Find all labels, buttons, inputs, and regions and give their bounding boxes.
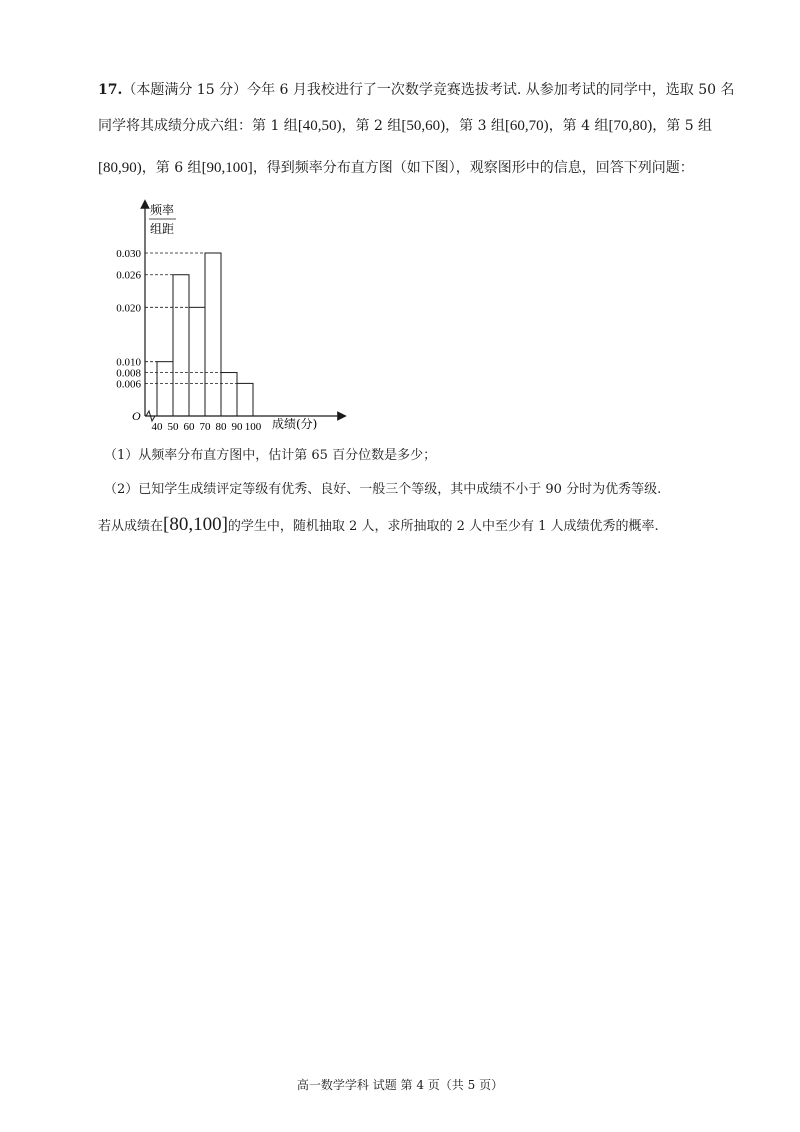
text-segment: ，第 3 组 — [445, 118, 505, 134]
page-footer: 高一数学学科 试题 第 4 页（共 5 页） — [296, 1078, 504, 1092]
x-tick-label: 70 — [199, 421, 211, 433]
histogram-bar — [173, 275, 189, 416]
text-segment: 的学生中，随机抽取 2 人，求所抽取的 2 人中至少有 1 人成绩优秀的概率. — [227, 519, 659, 534]
text-segment: ，得到频率分布直方图（如下图），观察图形中的信息，回答下列问题： — [252, 160, 694, 176]
x-axis-label: 成绩(分) — [272, 417, 318, 431]
frequency-histogram — [90, 198, 370, 438]
text-segment: 若从成绩在 — [98, 519, 164, 534]
interval-6: [90,100] — [201, 160, 253, 176]
x-tick-label: 60 — [183, 421, 195, 433]
text-segment: ，第 2 组 — [341, 118, 402, 134]
origin-label: O — [132, 409, 141, 423]
question-1: （1）从频率分布直方图中，估计第 65 百分位数是多少； — [104, 448, 437, 463]
x-tick-label: 40 — [151, 421, 163, 433]
question-2-continued — [98, 515, 659, 537]
x-tick-label: 100 — [244, 421, 262, 433]
y-tick-label: 0.006 — [116, 378, 141, 391]
problem-number: 17. — [98, 82, 123, 98]
x-tick-label: 90 — [231, 421, 243, 433]
interval-1: [40,50) — [297, 118, 342, 134]
problem-line-1 — [98, 80, 735, 100]
text-segment: ，第 6 组 — [141, 160, 202, 176]
text-segment: ，第 4 组 — [548, 118, 609, 134]
interval-2: [50,60) — [401, 118, 446, 134]
y-label-bottom: 组距 — [150, 222, 175, 236]
problem-line-3 — [98, 158, 694, 178]
text-segment: 同学将其成绩分成六组：第 1 组 — [98, 118, 298, 134]
problem-line-2 — [98, 116, 712, 136]
interval-5: [80,90) — [98, 160, 142, 176]
histogram-bar — [237, 383, 253, 416]
histogram-bar — [157, 362, 173, 416]
y-tick-label: 0.026 — [116, 269, 141, 282]
text-segment: ，第 5 组 — [652, 118, 713, 134]
histogram-bar — [221, 373, 237, 416]
y-tick-label: 0.008 — [116, 367, 141, 380]
x-tick-label: 80 — [215, 421, 227, 433]
y-tick-label: 0.030 — [116, 248, 141, 260]
interval-3: [60,70) — [504, 118, 549, 134]
histogram-bar — [205, 253, 221, 416]
interval-4: [70,80) — [608, 118, 653, 134]
y-label-top: 频率 — [150, 203, 175, 217]
histogram-bar — [189, 307, 205, 416]
problem-intro: （本题满分 15 分）今年 6 月我校进行了一次数学竞赛选拔考试. 从参加考试的同学中，选取 50 名 — [122, 82, 735, 98]
x-tick-label: 50 — [167, 421, 179, 433]
y-tick-label: 0.020 — [116, 302, 141, 315]
interval-80-100: [80,100] — [163, 514, 228, 535]
y-tick-label: 0.010 — [116, 356, 141, 369]
question-2: （2）已知学生成绩评定等级有优秀、良好、一般三个等级，其中成绩不小于 90 分时为优秀等级. — [104, 482, 662, 497]
